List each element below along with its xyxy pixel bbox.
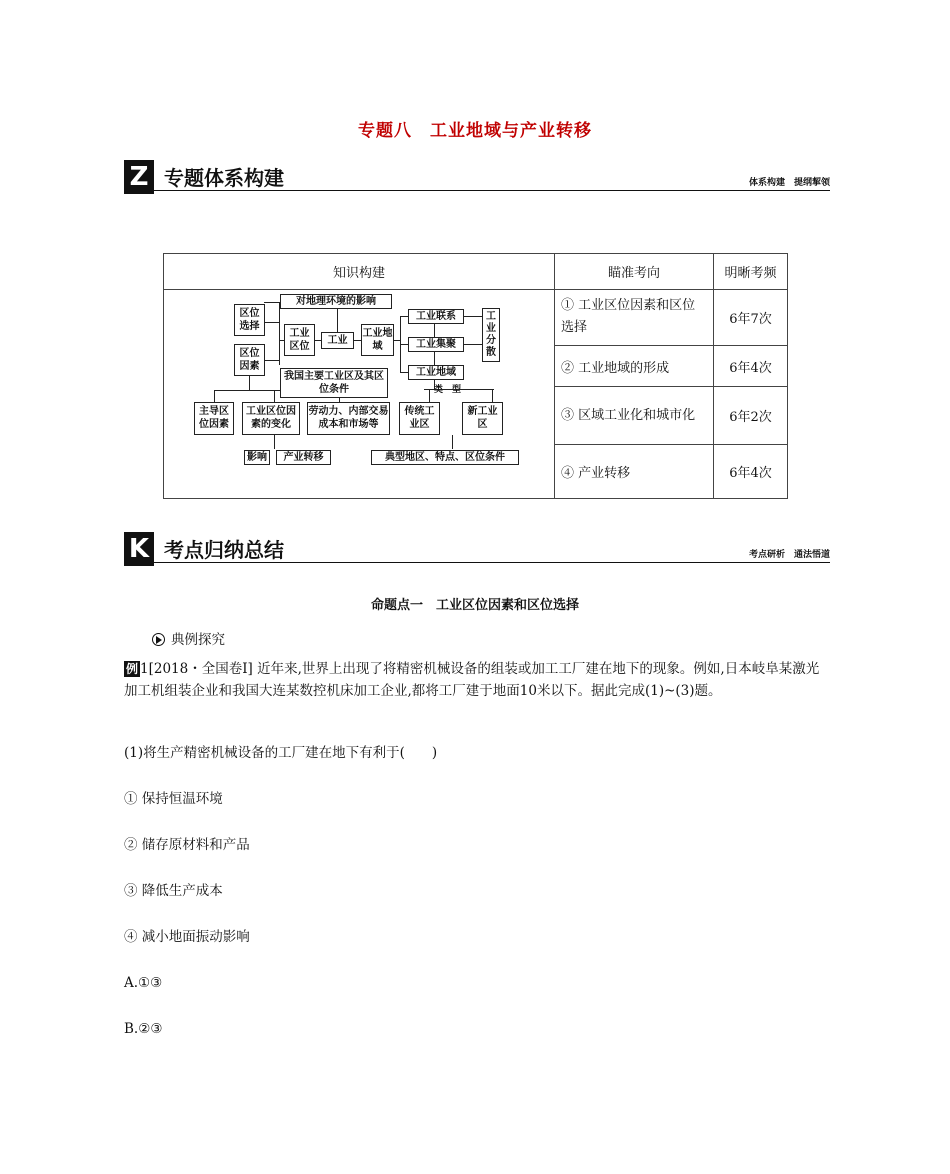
- table-header: 知识构建: [164, 254, 555, 290]
- topic-cell: ④ 产业转移: [555, 445, 714, 499]
- section-rule: [154, 190, 830, 191]
- option-4: ④ 减小地面振动影响: [124, 929, 250, 945]
- table-header-row: [164, 254, 788, 290]
- box-typical-regions: 典型地区、特点、区位条件: [371, 450, 519, 465]
- connector: [274, 435, 275, 449]
- option-1: ① 保持恒温环境: [124, 791, 223, 807]
- connector: [274, 390, 275, 402]
- example-text: 1[2018・全国卷Ⅰ] 近年来,世界上出现了将精密机械设备的组装或加工工厂建在地下的现象。例如,日本岐阜某激光加工机组装企业和我国大连某数控机床加工企业,都将工厂建于地面10米以下。据此完成(1)~(3)题。: [124, 661, 820, 699]
- connector: [314, 340, 321, 341]
- connector: [400, 344, 408, 345]
- box-traditional-zone: 传统工业区: [399, 402, 440, 435]
- connector: [214, 390, 215, 402]
- answer-b: B.②③: [124, 1021, 163, 1037]
- freq-cell: 6年4次: [714, 445, 788, 499]
- section-title: 专题体系构建: [164, 166, 284, 190]
- box-industrial-agglomeration: 工业集聚: [408, 337, 464, 352]
- box-industrial-location: 工业区位: [284, 324, 315, 356]
- label-types: 类 型: [434, 384, 462, 395]
- topic-subheading: 命题点一 工业区位因素和区位选择: [370, 598, 579, 613]
- section-rule: [154, 562, 830, 563]
- box-influence: 影响: [244, 450, 270, 465]
- connector: [400, 372, 408, 373]
- topic-cell: ① 工业区位因素和区位选择: [555, 290, 714, 346]
- section-badge: Z: [124, 160, 154, 194]
- example-tag: 例: [126, 662, 139, 676]
- connector: [452, 435, 453, 449]
- connector: [279, 302, 280, 365]
- play-circle-icon: [152, 633, 165, 646]
- topic-cell: ③ 区域工业化和城市化: [555, 387, 714, 445]
- option-3: ③ 降低生产成本: [124, 883, 223, 899]
- connector: [464, 316, 482, 317]
- connector: [337, 309, 338, 332]
- connector: [400, 316, 408, 317]
- option-2: ② 储存原材料和产品: [124, 837, 250, 853]
- question-1: (1)将生产精密机械设备的工厂建在地下有利于( ): [124, 745, 438, 761]
- box-new-zone: 新工业区: [462, 402, 503, 435]
- freq-cell: 6年7次: [714, 290, 788, 346]
- table-header: 明晰考频: [714, 254, 788, 290]
- answer-a: A.①③: [124, 975, 163, 991]
- box-industrial-region-2: 工业地域: [408, 365, 464, 380]
- section-badge: K: [124, 532, 154, 566]
- box-location-choice: 区位选择: [234, 304, 265, 336]
- box-labor-market: 劳动力、内部交易成本和市场等: [307, 402, 390, 435]
- box-industry: 工业: [321, 332, 354, 349]
- freq-cell: 6年2次: [714, 387, 788, 445]
- box-industrial-dispersion: 工业分散: [482, 308, 500, 362]
- box-industrial-linkage: 工业联系: [408, 309, 464, 324]
- section-tagline: 体系构建 提纲挈领: [748, 178, 830, 188]
- connector: [434, 323, 435, 337]
- section-header-summary: [124, 532, 830, 566]
- document-title: 专题八 工业地域与产业转移: [358, 121, 592, 141]
- example-paragraph: [124, 658, 830, 702]
- connector: [434, 351, 435, 365]
- box-industrial-region: 工业地域: [361, 324, 394, 356]
- connector: [264, 360, 280, 361]
- box-china-industrial-zones: 我国主要工业区及其区位条件: [280, 368, 388, 398]
- table-header: 瞄准考向: [555, 254, 714, 290]
- connector: [464, 344, 482, 345]
- freq-cell: 6年4次: [714, 345, 788, 387]
- topic-cell: ② 工业地域的形成: [555, 345, 714, 387]
- connector: [354, 340, 361, 341]
- box-location-factor: 区位因素: [234, 344, 265, 376]
- explore-label: 典例探究: [171, 632, 225, 648]
- concept-diagram: [194, 294, 524, 469]
- box-impact: 对地理环境的影响: [280, 294, 392, 309]
- section-header-system: [124, 160, 830, 194]
- connector: [264, 302, 280, 303]
- box-dominant-factor: 主导区位因素: [194, 402, 234, 435]
- box-factor-change: 工业区位因素的变化: [242, 402, 300, 435]
- section-title: 考点归纳总结: [164, 538, 284, 562]
- connector: [264, 322, 280, 323]
- box-industry-transfer: 产业转移: [276, 450, 331, 465]
- section-tagline: 考点研析 通法悟道: [748, 550, 830, 560]
- explore-heading: [152, 628, 225, 648]
